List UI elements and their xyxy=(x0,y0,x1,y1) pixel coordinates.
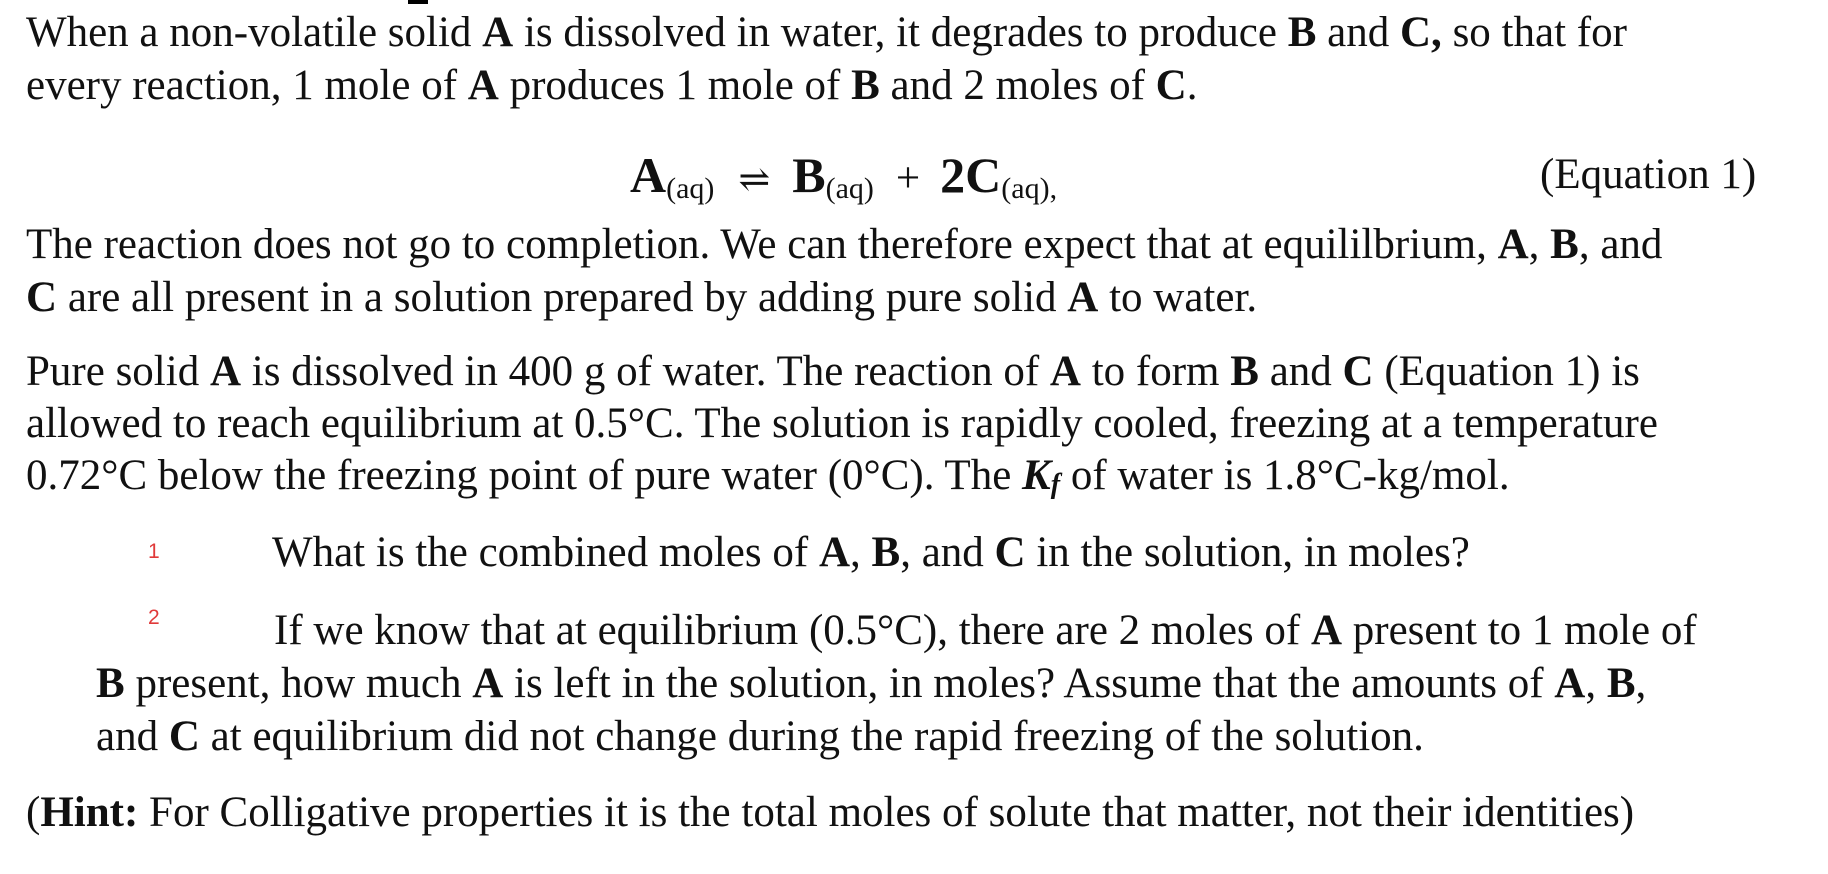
state-label: (aq) xyxy=(825,172,874,205)
text-run: and 2 moles of xyxy=(879,62,1156,109)
species-a: A xyxy=(1497,221,1529,268)
species-a: A xyxy=(1554,660,1586,707)
text-run: produces 1 mole of xyxy=(498,62,852,109)
text-run: present, how much xyxy=(124,660,473,707)
text-run: and xyxy=(1258,348,1343,395)
text-run: of water is 1.8°C-kg/mol. xyxy=(1060,452,1510,499)
text-run: . xyxy=(1186,62,1198,109)
kf-subscript: f xyxy=(1050,469,1061,500)
text-run: is dissolved in water, it degrades to produce xyxy=(513,9,1288,56)
species-b: B xyxy=(1287,9,1317,56)
text-run: Pure solid xyxy=(26,348,210,395)
text-run: to water. xyxy=(1098,274,1258,321)
hint-label: Hint: xyxy=(40,789,139,836)
question-2-line-1 xyxy=(96,604,1697,657)
question-1-number: 1 xyxy=(148,540,160,563)
setup-line-2: allowed to reach equilibrium at 0.5°C. The solution is rapidly cooled, freezing at a temperature xyxy=(26,400,1658,447)
completion-line-2 xyxy=(26,271,1806,324)
question-1 xyxy=(272,526,1470,579)
species-b: B xyxy=(1230,348,1259,395)
setup-line-3 xyxy=(26,450,1806,511)
text-run: present to 1 mole of xyxy=(1342,607,1697,654)
species-c: C xyxy=(1155,62,1187,109)
text-run: , xyxy=(1635,660,1647,707)
text-run: 0.72°C below the freezing point of pure water (0°C). The xyxy=(26,452,1023,499)
text-run: so that for xyxy=(1441,9,1627,56)
text-run: If we know that at equilibrium (0.5°C), there are 2 moles of xyxy=(274,607,1311,654)
text-run: and xyxy=(1316,9,1400,56)
text-run: to form xyxy=(1080,348,1231,395)
text-run: and xyxy=(96,713,169,760)
question-2-number: 2 xyxy=(148,606,160,629)
species-a: A xyxy=(1067,274,1099,321)
text-run: When a non-volatile solid xyxy=(26,9,483,56)
plus-sign: + xyxy=(895,155,921,202)
equilibrium-arrow-icon: ⇌ xyxy=(738,159,771,201)
text-run: The reaction does not go to completion. We can therefore expect that at equililbrium, xyxy=(26,221,1498,268)
species-a: A xyxy=(1049,348,1081,395)
setup-line-1 xyxy=(26,346,1806,398)
text-run: , and xyxy=(1578,221,1663,268)
top-edge-mark xyxy=(408,0,428,4)
hint-paren: ( xyxy=(26,789,41,836)
species-a: A xyxy=(482,9,514,56)
species-b: B xyxy=(96,660,125,707)
species-a: A xyxy=(209,348,242,395)
kf-symbol xyxy=(1022,452,1060,499)
species-c: C xyxy=(1342,348,1374,395)
species-a: A xyxy=(1310,607,1343,654)
product-b: B xyxy=(792,147,826,203)
setup-paragraph xyxy=(26,346,1806,511)
reaction-formula xyxy=(630,146,1057,206)
text-run: every reaction, 1 mole of xyxy=(26,62,468,109)
species-b: B xyxy=(1550,221,1579,268)
text-run: (Equation 1) is xyxy=(1373,348,1640,395)
kf-letter: K xyxy=(1022,452,1051,499)
question-2 xyxy=(96,604,1697,763)
text-run: at equilibrium did not change during the rapid freezing of the solution. xyxy=(199,713,1424,760)
completion-line-1 xyxy=(26,218,1806,271)
state-label: (aq) xyxy=(666,172,715,205)
species-b: B xyxy=(1606,660,1636,707)
reactant-a: A xyxy=(630,147,667,203)
hint-text: For Colligative properties it is the total moles of solute that matter, not their identities) xyxy=(138,789,1635,836)
species-b: B xyxy=(851,62,880,109)
text-run: What is the combined moles of xyxy=(272,529,819,576)
completion-paragraph xyxy=(26,218,1806,324)
equation-1 xyxy=(0,146,1828,206)
species-c: C xyxy=(26,274,58,321)
text-run: in the solution, in moles? xyxy=(1025,529,1470,576)
text-run: , xyxy=(850,529,872,576)
product-2c: 2C xyxy=(940,147,1002,203)
text-run: are all present in a solution prepared by adding pure solid xyxy=(57,274,1068,321)
text-run: , xyxy=(1585,660,1607,707)
hint-note xyxy=(26,786,1634,839)
species-a: A xyxy=(472,660,504,707)
state-label: (aq), xyxy=(1001,172,1058,205)
intro-paragraph xyxy=(26,6,1806,112)
species-c: C xyxy=(994,529,1026,576)
species-c: C, xyxy=(1400,9,1442,56)
species-b: B xyxy=(871,529,901,576)
species-a: A xyxy=(818,529,850,576)
equation-label: (Equation 1) xyxy=(1540,151,1757,198)
question-2-line-3 xyxy=(96,710,1697,763)
intro-line-1 xyxy=(26,6,1806,59)
text-run: is left in the solution, in moles? Assume that the amounts of xyxy=(503,660,1555,707)
text-run: , xyxy=(1528,221,1551,268)
species-c: C xyxy=(168,713,200,760)
intro-line-2 xyxy=(26,59,1806,112)
species-a: A xyxy=(467,62,499,109)
text-run: , and xyxy=(900,529,995,576)
question-2-line-2 xyxy=(96,657,1697,710)
text-run: is dissolved in 400 g of water. The reaction of xyxy=(241,348,1050,395)
